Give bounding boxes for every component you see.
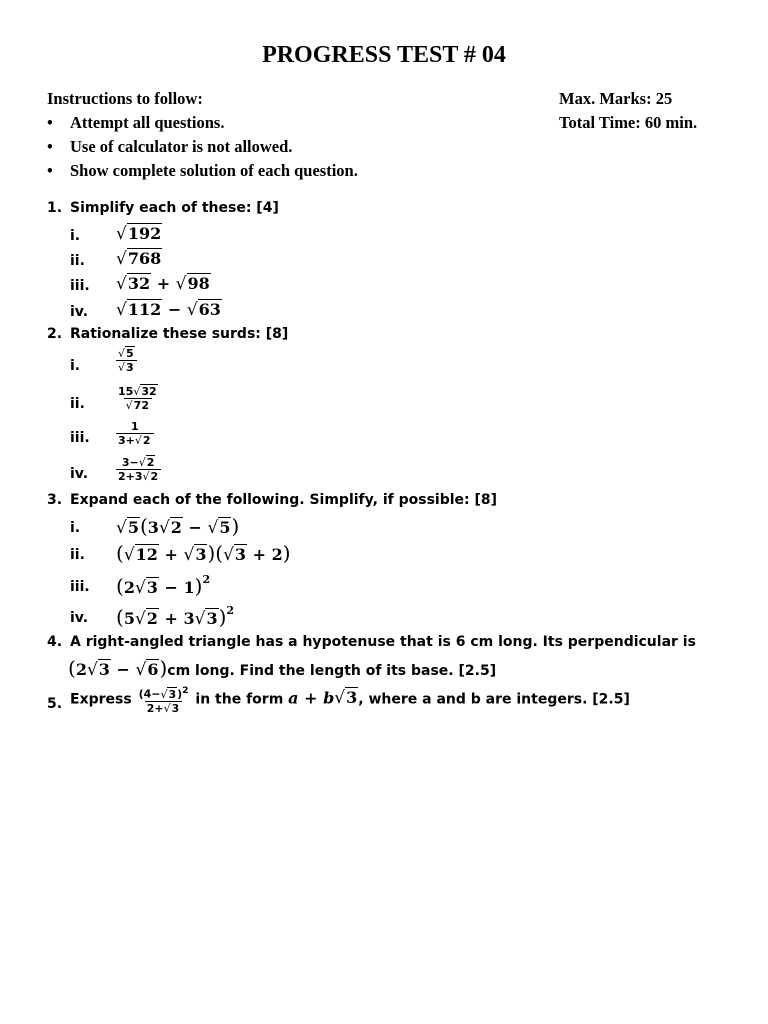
max-marks: Max. Marks: 25 [559, 89, 673, 108]
part-label: iv. [70, 610, 89, 626]
question-number: 4. [47, 634, 63, 650]
total-time: Total Time: 60 min. [559, 113, 698, 132]
part-label: i. [70, 358, 81, 374]
expr-1-i: √192 [116, 224, 162, 244]
expr-3-ii: (√12 + √3)(√3 + 2) [116, 541, 291, 565]
part-label: ii. [70, 253, 85, 269]
instruction-item: Use of calculator is not allowed. [70, 137, 293, 156]
part-label: i. [70, 228, 81, 244]
bullet-icon: • [47, 113, 53, 132]
question-text: Expand each of the following. Simplify, if possible: [8] [70, 492, 498, 508]
page-title: PROGRESS TEST # 04 [262, 42, 506, 68]
expr-2-iv: $\frac{3-√2}{2+3√2}$ [116, 456, 161, 483]
bullet-icon: • [47, 137, 53, 156]
expr-1-ii: √768 [116, 249, 162, 269]
question-text: Rationalize these surds: [8] [70, 326, 289, 342]
question-text: Express $\frac{(4-√3)^2}{2+√3}$ in the form a + b√3, where a and b are integers. [2.5] [70, 685, 630, 715]
expr-3-i: √5(3√2 − √5) [116, 514, 240, 538]
question-text: Simplify each of these: [4] [70, 200, 279, 216]
part-label: iv. [70, 466, 89, 482]
question-number: 1. [47, 200, 63, 216]
expr-2-ii: $\frac{15√32}{√72}$ [118, 385, 157, 412]
question-number: 2. [47, 326, 63, 342]
expr-1-iii: √32 + √98 [116, 274, 210, 294]
question-number: 3. [47, 492, 63, 508]
part-label: iii. [70, 278, 90, 294]
question-number: 5. [47, 696, 63, 712]
part-label: iv. [70, 304, 89, 320]
part-label: ii. [70, 547, 85, 563]
expr-3-iv: $(5√2 + 3√3)^2$ [116, 604, 235, 629]
instructions-heading: Instructions to follow: [47, 89, 203, 108]
part-label: iii. [70, 579, 90, 595]
expr-3-iii: $(2√3 - 1)^2$ [116, 573, 211, 598]
part-label: iii. [70, 430, 90, 446]
instruction-item: Attempt all questions. [70, 113, 225, 132]
question-4-line2: (2√3 − √6)cm long. Find the length of its base. [2.5] [68, 656, 497, 680]
part-label: ii. [70, 396, 85, 412]
expr-2-iii: $\frac{1}{3+√2}$ [116, 420, 154, 447]
expr-2-i: $\frac{√5}{√3}$ [116, 347, 137, 374]
question-text: A right-angled triangle has a hypotenuse that is 6 cm long. Its perpendicular is [70, 634, 696, 650]
expr-1-iv: √112 − √63 [116, 300, 221, 320]
instruction-item: Show complete solution of each question. [70, 161, 358, 180]
part-label: i. [70, 520, 81, 536]
bullet-icon: • [47, 161, 53, 180]
